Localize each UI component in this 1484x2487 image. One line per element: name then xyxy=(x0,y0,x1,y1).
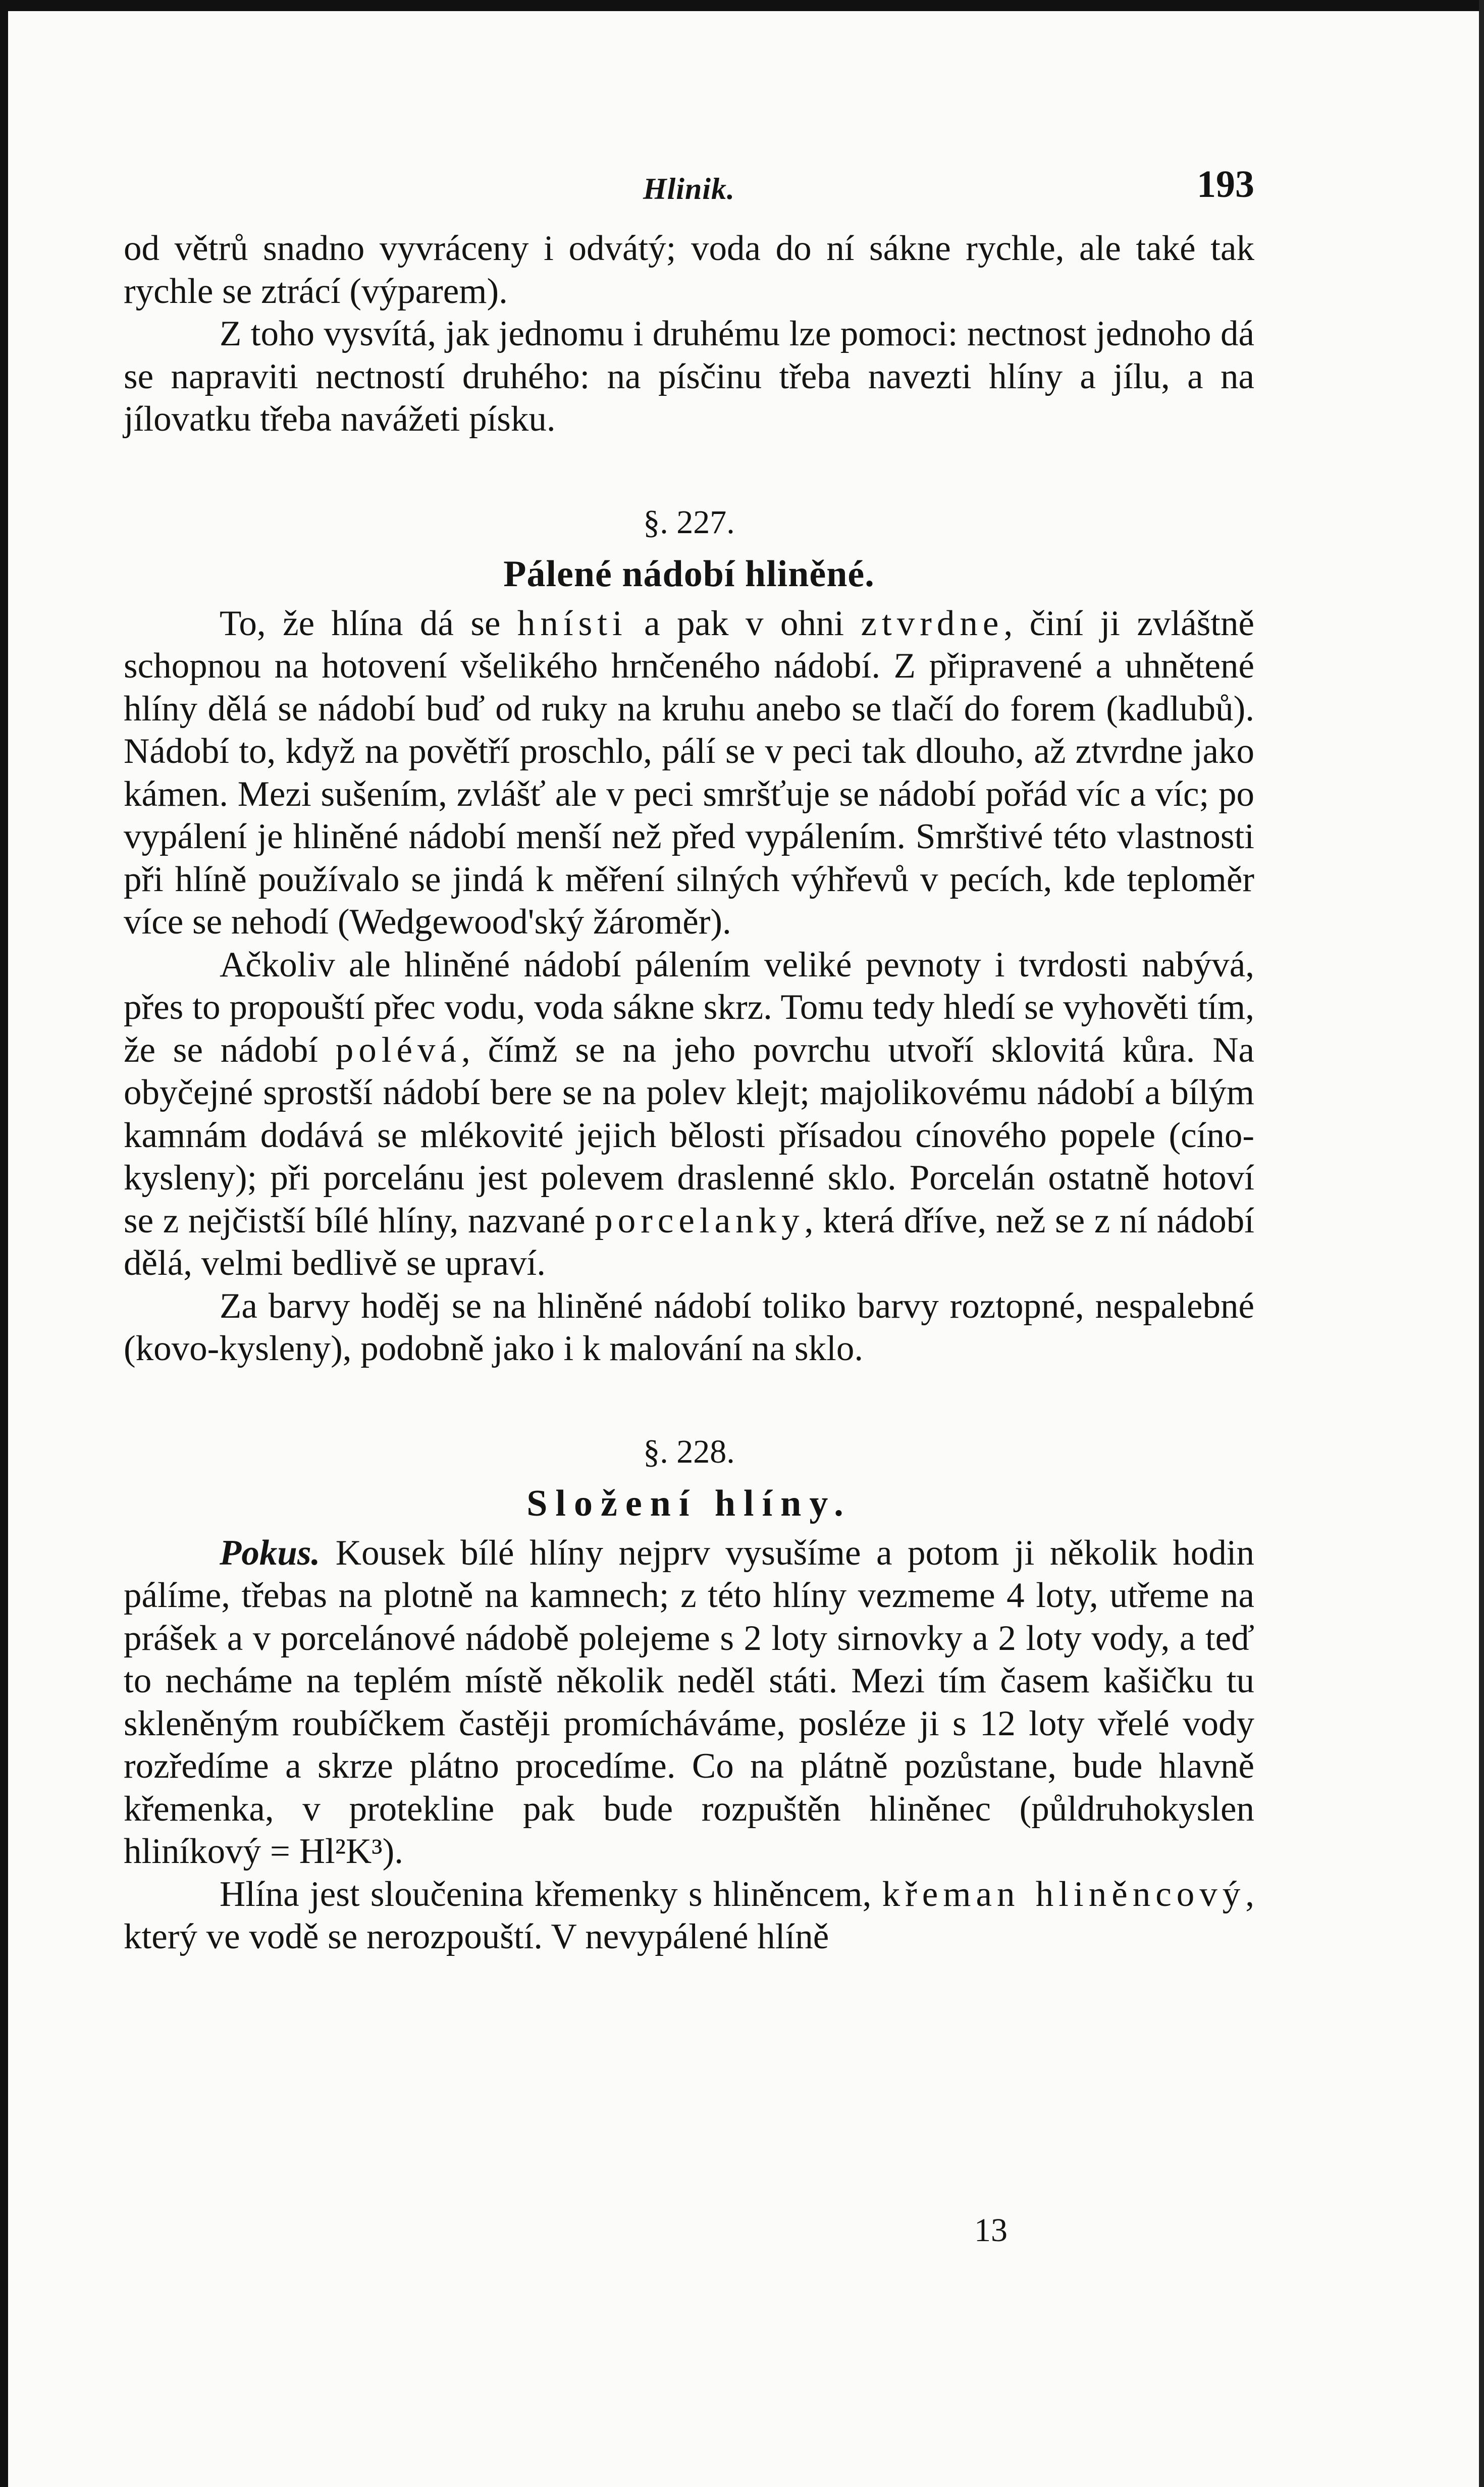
section-number-228: §. 228. xyxy=(643,1433,735,1470)
emphasized-term: křeman hliněncový xyxy=(882,1874,1246,1914)
scan-border-right xyxy=(1479,0,1484,2487)
text-run: Hlína jest sloučenina křemenky s hliněncem, xyxy=(220,1874,882,1914)
text-run: a pak v ohni xyxy=(627,603,861,643)
text-run: Ačkoliv ale hliněné nádobí pálením veliké pevnoty i tvrdosti nabývá, přes to propouští přec vodu, voda sákne skrz. Tomu tedy hledí se vyhověti tím, že se nádobí xyxy=(124,945,1254,1070)
emphasized-term: porcelanky xyxy=(595,1201,805,1240)
text-run: To, že hlína dá se xyxy=(220,603,517,643)
paragraph xyxy=(124,1532,1254,1873)
text-run: , která dříve, než se z ní nádobí dělá, velmi bedlivě se upraví. xyxy=(124,1201,1254,1283)
paragraph xyxy=(124,944,1254,1285)
running-head-title: Hlinik. xyxy=(643,172,735,205)
emphasized-term: polévá xyxy=(335,1030,462,1070)
paragraph xyxy=(124,1873,1254,1958)
section-title-228: Složení hlíny. xyxy=(526,1482,852,1524)
page-number: 193 xyxy=(1197,163,1254,205)
paragraph: Z toho vysvítá, jak jednomu i druhému lze pomoci: nectnost jednoho dá se napraviti nectností druhého: na písčinu třeba navezti hlíny a jílu, a na jílovatku třeba navážeti písku. xyxy=(124,314,1254,439)
scan-border-top xyxy=(0,0,1484,11)
emphasized-term: hnísti xyxy=(517,603,627,643)
paragraph: Za barvy hoděj se na hliněné nádobí toliko barvy roztopné, nespalebné (kovo-kysleny), podobně jako i k malování na sklo. xyxy=(124,1286,1254,1368)
section-title-227: Pálené nádobí hliněné. xyxy=(503,553,875,595)
paragraph-continued: od větrů snadno vyvráceny i odvátý; voda do ní sákne rychle, ale také tak rychle se ztrácí (výparem). xyxy=(124,229,1254,311)
printer-signature: 13 xyxy=(974,2212,1008,2249)
experiment-label: Pokus. xyxy=(220,1533,321,1573)
text-block xyxy=(124,151,1254,1958)
scan-border-left xyxy=(0,0,8,2487)
emphasized-term: ztvrdne xyxy=(861,603,1004,643)
section-number-227: §. 227. xyxy=(643,503,735,541)
text-run: , činí ji zvláštně schopnou na hotovení všelikého hrnčeného nádobí. Z připravené a uhnětené hlíny dělá se nádobí buď od ruky na kruhu anebo se tlačí do forem (kadlubů). Nádobí to, když na povětří proschlo, pálí se v peci tak dlouho, až ztvrdne jako kámen. Mezi sušením, zvlášť ale v peci smršťuje se nádobí pořád víc a víc; po vypálení je hliněné nádobí menší než před vypálením. Smrštivé této vlastnosti při hlíně používalo se jindá k měření silných výhřevů v pecích, kde teploměr více se nehodí (Wedgewood'ský žároměr). xyxy=(124,603,1254,942)
text-run: , čímž se na jeho povrchu utvoří sklovitá kůra. Na obyčejné sprostší nádobí bere se na polev klejt; majolikovému nádobí a bílým kamnám dodává se mlékovité jejich bělosti přísadou cínového popele (cíno-kysleny); při porcelánu jest polevem draslenné sklo. Porcelán ostatně hotoví se z nejčistší bílé hlíny, nazvané xyxy=(124,1030,1254,1240)
running-head xyxy=(124,151,1254,207)
text-run: Kousek bílé hlíny nejprv vysušíme a potom ji několik hodin pálíme, třebas na plotně na kamnech; z této hlíny vezmeme 4 loty, utřeme na prášek a v porcelánové nádobě polejeme s 2 loty sirnovky a 2 loty vody, a teď to necháme na teplém místě několik neděl státi. Mezi tím časem kašičku tu skleněným roubíčkem častěji promícháváme, posléze ji s 12 loty vřelé vody rozředíme a skrze plátno procedíme. Co na plátně pozůstane, bude hlavně křemenka, v protekline pak bude rozpuštěn hliněnec (půldruhokyslen hliníkový = Hl²K³). xyxy=(124,1533,1254,1871)
paragraph xyxy=(124,602,1254,944)
text-run: , který ve vodě se nerozpouští. V nevypálené hlíně xyxy=(124,1874,1255,1956)
